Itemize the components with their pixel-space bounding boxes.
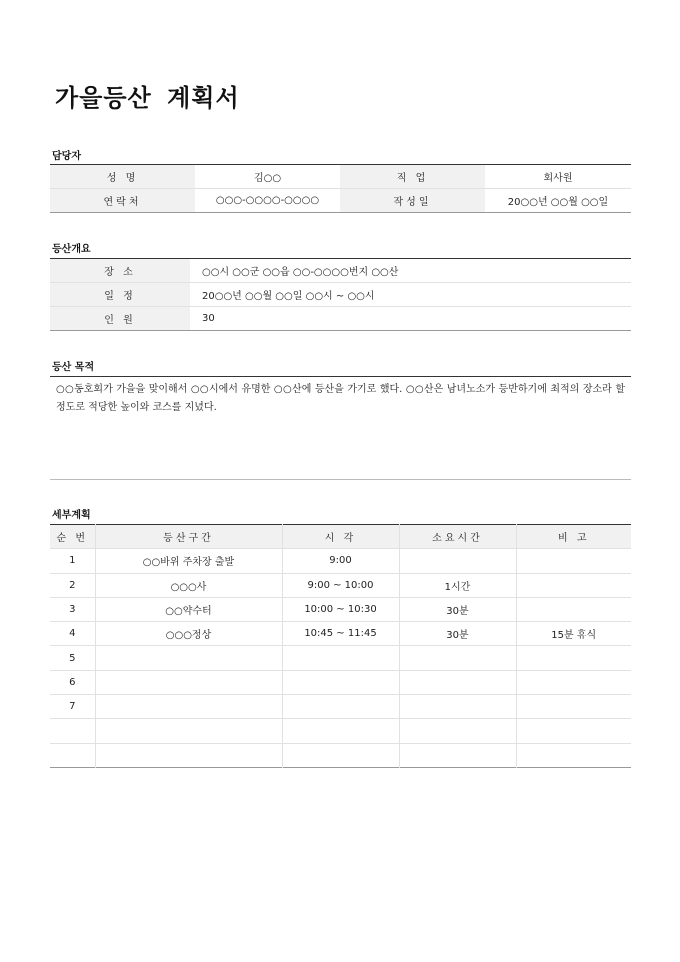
table-row [50,646,631,670]
cell-section: ○○○사 [95,573,282,597]
cell-no: 7 [50,695,95,719]
cell-time [282,719,399,743]
cell-no [50,719,95,743]
cell-note [516,573,631,597]
cell-note [516,597,631,621]
purpose-box [50,376,631,480]
table-row [50,549,631,573]
table-row [50,597,631,621]
phone-label: 연락처 [50,189,195,213]
table-row [50,743,631,767]
schedule-value: 20○○년 ○○월 ○○일 ○○시 ~ ○○시 [190,283,631,307]
cell-time [282,646,399,670]
cell-section [95,743,282,767]
job-value: 회사원 [485,165,631,189]
overview-row [50,283,631,307]
cell-section [95,646,282,670]
purpose-text: ○○동호회가 가을을 맞이해서 ○○시에서 유명한 ○○산에 등산을 가기로 했다. ○○산은 남녀노소가 등반하기에 최적의 장소라 할 정도로 적당한 높이와 코스를 지녔다. [56,384,625,413]
overview-section-title: 등산개요 [52,244,91,255]
cell-no: 3 [50,597,95,621]
col-header-time: 시 각 [282,525,399,549]
table-row [50,670,631,694]
cell-time: 9:00 [282,549,399,573]
table-row [50,573,631,597]
col-header-duration: 소요시간 [399,525,516,549]
cell-no: 5 [50,646,95,670]
cell-duration: 30분 [399,622,516,646]
overview-row [50,259,631,283]
date-value: 20○○년 ○○월 ○○일 [507,197,609,208]
cell-no: 6 [50,670,95,694]
cell-section: ○○약수터 [95,597,282,621]
cell-section: ○○○정상 [95,622,282,646]
contact-section-title: 담당자 [52,151,81,162]
detail-table [50,524,631,768]
cell-no: 2 [50,573,95,597]
contact-row [50,189,631,213]
col-header-no: 순 번 [50,525,95,549]
overview-row [50,307,631,331]
cell-time [282,743,399,767]
cell-duration [399,670,516,694]
cell-note [516,646,631,670]
name-label: 성 명 [50,165,195,189]
cell-note [516,719,631,743]
contact-table [50,164,631,213]
cell-duration: 30분 [399,597,516,621]
cell-duration [399,743,516,767]
cell-no [50,743,95,767]
col-header-section: 등산구간 [95,525,282,549]
cell-time: 10:45 ~ 11:45 [282,622,399,646]
cell-duration [399,719,516,743]
cell-duration [399,549,516,573]
cell-section [95,695,282,719]
job-label: 직 업 [340,165,485,189]
cell-duration: 1시간 [399,573,516,597]
cell-no: 4 [50,622,95,646]
table-row [50,719,631,743]
cell-no: 1 [50,549,95,573]
cell-duration [399,695,516,719]
cell-note [516,695,631,719]
people-label: 인 원 [50,307,190,331]
cell-time [282,695,399,719]
cell-section [95,719,282,743]
cell-note [516,743,631,767]
phone-value: ○○○-○○○○-○○○○ [215,195,320,206]
people-value: 30 [202,313,215,324]
date-label: 작성일 [340,189,485,213]
cell-section: ○○바위 주차장 출발 [95,549,282,573]
cell-note [516,670,631,694]
col-header-note: 비 고 [516,525,631,549]
contact-row [50,165,631,189]
detail-header-row [50,525,631,549]
cell-section [95,670,282,694]
name-value: 김○○ [195,165,340,189]
schedule-label: 일 정 [50,283,190,307]
place-value: ○○시 ○○군 ○○읍 ○○-○○○○번지 ○○산 [190,259,631,283]
cell-time: 9:00 ~ 10:00 [282,573,399,597]
table-row [50,695,631,719]
cell-note: 15분 휴식 [516,622,631,646]
page-title: 가을등산 계획서 [55,84,240,112]
cell-time: 10:00 ~ 10:30 [282,597,399,621]
overview-table [50,258,631,331]
detail-section-title: 세부계획 [52,510,91,521]
table-row [50,622,631,646]
cell-time [282,670,399,694]
cell-duration [399,646,516,670]
cell-note [516,549,631,573]
place-label: 장 소 [50,259,190,283]
purpose-section-title: 등산 목적 [52,362,95,373]
